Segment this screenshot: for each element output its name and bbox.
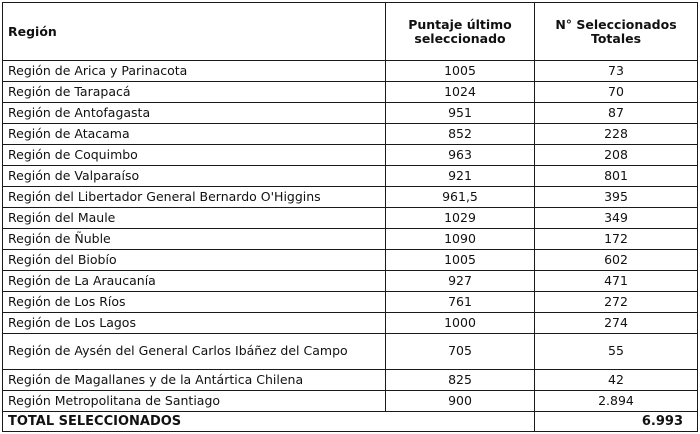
cell-count: 70 bbox=[535, 81, 698, 102]
table-row bbox=[3, 390, 698, 411]
table-row bbox=[3, 186, 698, 207]
table-row bbox=[3, 123, 698, 144]
column-header-score: Puntaje último seleccionado bbox=[386, 3, 535, 61]
table-row bbox=[3, 102, 698, 123]
column-header-region: Región bbox=[3, 3, 386, 61]
cell-count: 228 bbox=[535, 123, 698, 144]
cell-count: 274 bbox=[535, 312, 698, 333]
cell-region: Región de Coquimbo bbox=[3, 144, 386, 165]
cell-count: 272 bbox=[535, 291, 698, 312]
cell-region: Región del Libertador General Bernardo O'Higgins bbox=[3, 186, 386, 207]
cell-score: 951 bbox=[386, 102, 535, 123]
cell-region: Región de Tarapacá bbox=[3, 81, 386, 102]
table-header bbox=[3, 3, 698, 61]
total-value: 6.993 bbox=[535, 412, 698, 432]
cell-region: Región de La Araucanía bbox=[3, 270, 386, 291]
header-row bbox=[3, 3, 698, 61]
table-row bbox=[3, 81, 698, 102]
table-row bbox=[3, 228, 698, 249]
cell-count: 602 bbox=[535, 249, 698, 270]
cell-count: 395 bbox=[535, 186, 698, 207]
cell-count: 73 bbox=[535, 61, 698, 82]
cell-score: 1090 bbox=[386, 228, 535, 249]
cell-count: 55 bbox=[535, 333, 698, 369]
cell-count: 208 bbox=[535, 144, 698, 165]
cell-score: 963 bbox=[386, 144, 535, 165]
table-row bbox=[3, 207, 698, 228]
cell-region: Región del Biobío bbox=[3, 249, 386, 270]
table-row bbox=[3, 270, 698, 291]
column-header-count: N° Seleccionados Totales bbox=[535, 3, 698, 61]
cell-score: 900 bbox=[386, 390, 535, 411]
cell-count: 87 bbox=[535, 102, 698, 123]
total-row bbox=[3, 412, 698, 432]
cell-count: 2.894 bbox=[535, 390, 698, 411]
table-row bbox=[3, 165, 698, 186]
cell-score: 1005 bbox=[386, 61, 535, 82]
table-row bbox=[3, 312, 698, 333]
cell-count: 349 bbox=[535, 207, 698, 228]
cell-region: Región de Magallanes y de la Antártica Chilena bbox=[3, 370, 386, 391]
cell-region: Región de Ñuble bbox=[3, 228, 386, 249]
cell-count: 471 bbox=[535, 270, 698, 291]
cell-score: 825 bbox=[386, 370, 535, 391]
regional-selection-table bbox=[2, 2, 698, 432]
cell-region: Región de Arica y Parinacota bbox=[3, 61, 386, 82]
cell-region: Región de Valparaíso bbox=[3, 165, 386, 186]
cell-score: 705 bbox=[386, 333, 535, 369]
cell-region: Región Metropolitana de Santiago bbox=[3, 390, 386, 411]
cell-score: 1024 bbox=[386, 81, 535, 102]
table-row bbox=[3, 333, 698, 369]
table-footer bbox=[3, 412, 698, 432]
cell-region: Región de Los Lagos bbox=[3, 312, 386, 333]
table-row bbox=[3, 144, 698, 165]
cell-region: Región del Maule bbox=[3, 207, 386, 228]
total-label: TOTAL SELECCIONADOS bbox=[3, 412, 535, 432]
cell-score: 921 bbox=[386, 165, 535, 186]
cell-count: 801 bbox=[535, 165, 698, 186]
cell-region: Región de Los Ríos bbox=[3, 291, 386, 312]
table-row bbox=[3, 249, 698, 270]
cell-score: 852 bbox=[386, 123, 535, 144]
table-row bbox=[3, 370, 698, 391]
cell-score: 1029 bbox=[386, 207, 535, 228]
cell-region: Región de Aysén del General Carlos Ibáñez del Campo bbox=[3, 333, 386, 369]
table-row bbox=[3, 61, 698, 82]
cell-count: 172 bbox=[535, 228, 698, 249]
cell-count: 42 bbox=[535, 370, 698, 391]
table-body bbox=[3, 61, 698, 412]
cell-score: 961,5 bbox=[386, 186, 535, 207]
cell-score: 1000 bbox=[386, 312, 535, 333]
table-row bbox=[3, 291, 698, 312]
cell-score: 927 bbox=[386, 270, 535, 291]
cell-region: Región de Antofagasta bbox=[3, 102, 386, 123]
cell-score: 1005 bbox=[386, 249, 535, 270]
cell-region: Región de Atacama bbox=[3, 123, 386, 144]
cell-score: 761 bbox=[386, 291, 535, 312]
